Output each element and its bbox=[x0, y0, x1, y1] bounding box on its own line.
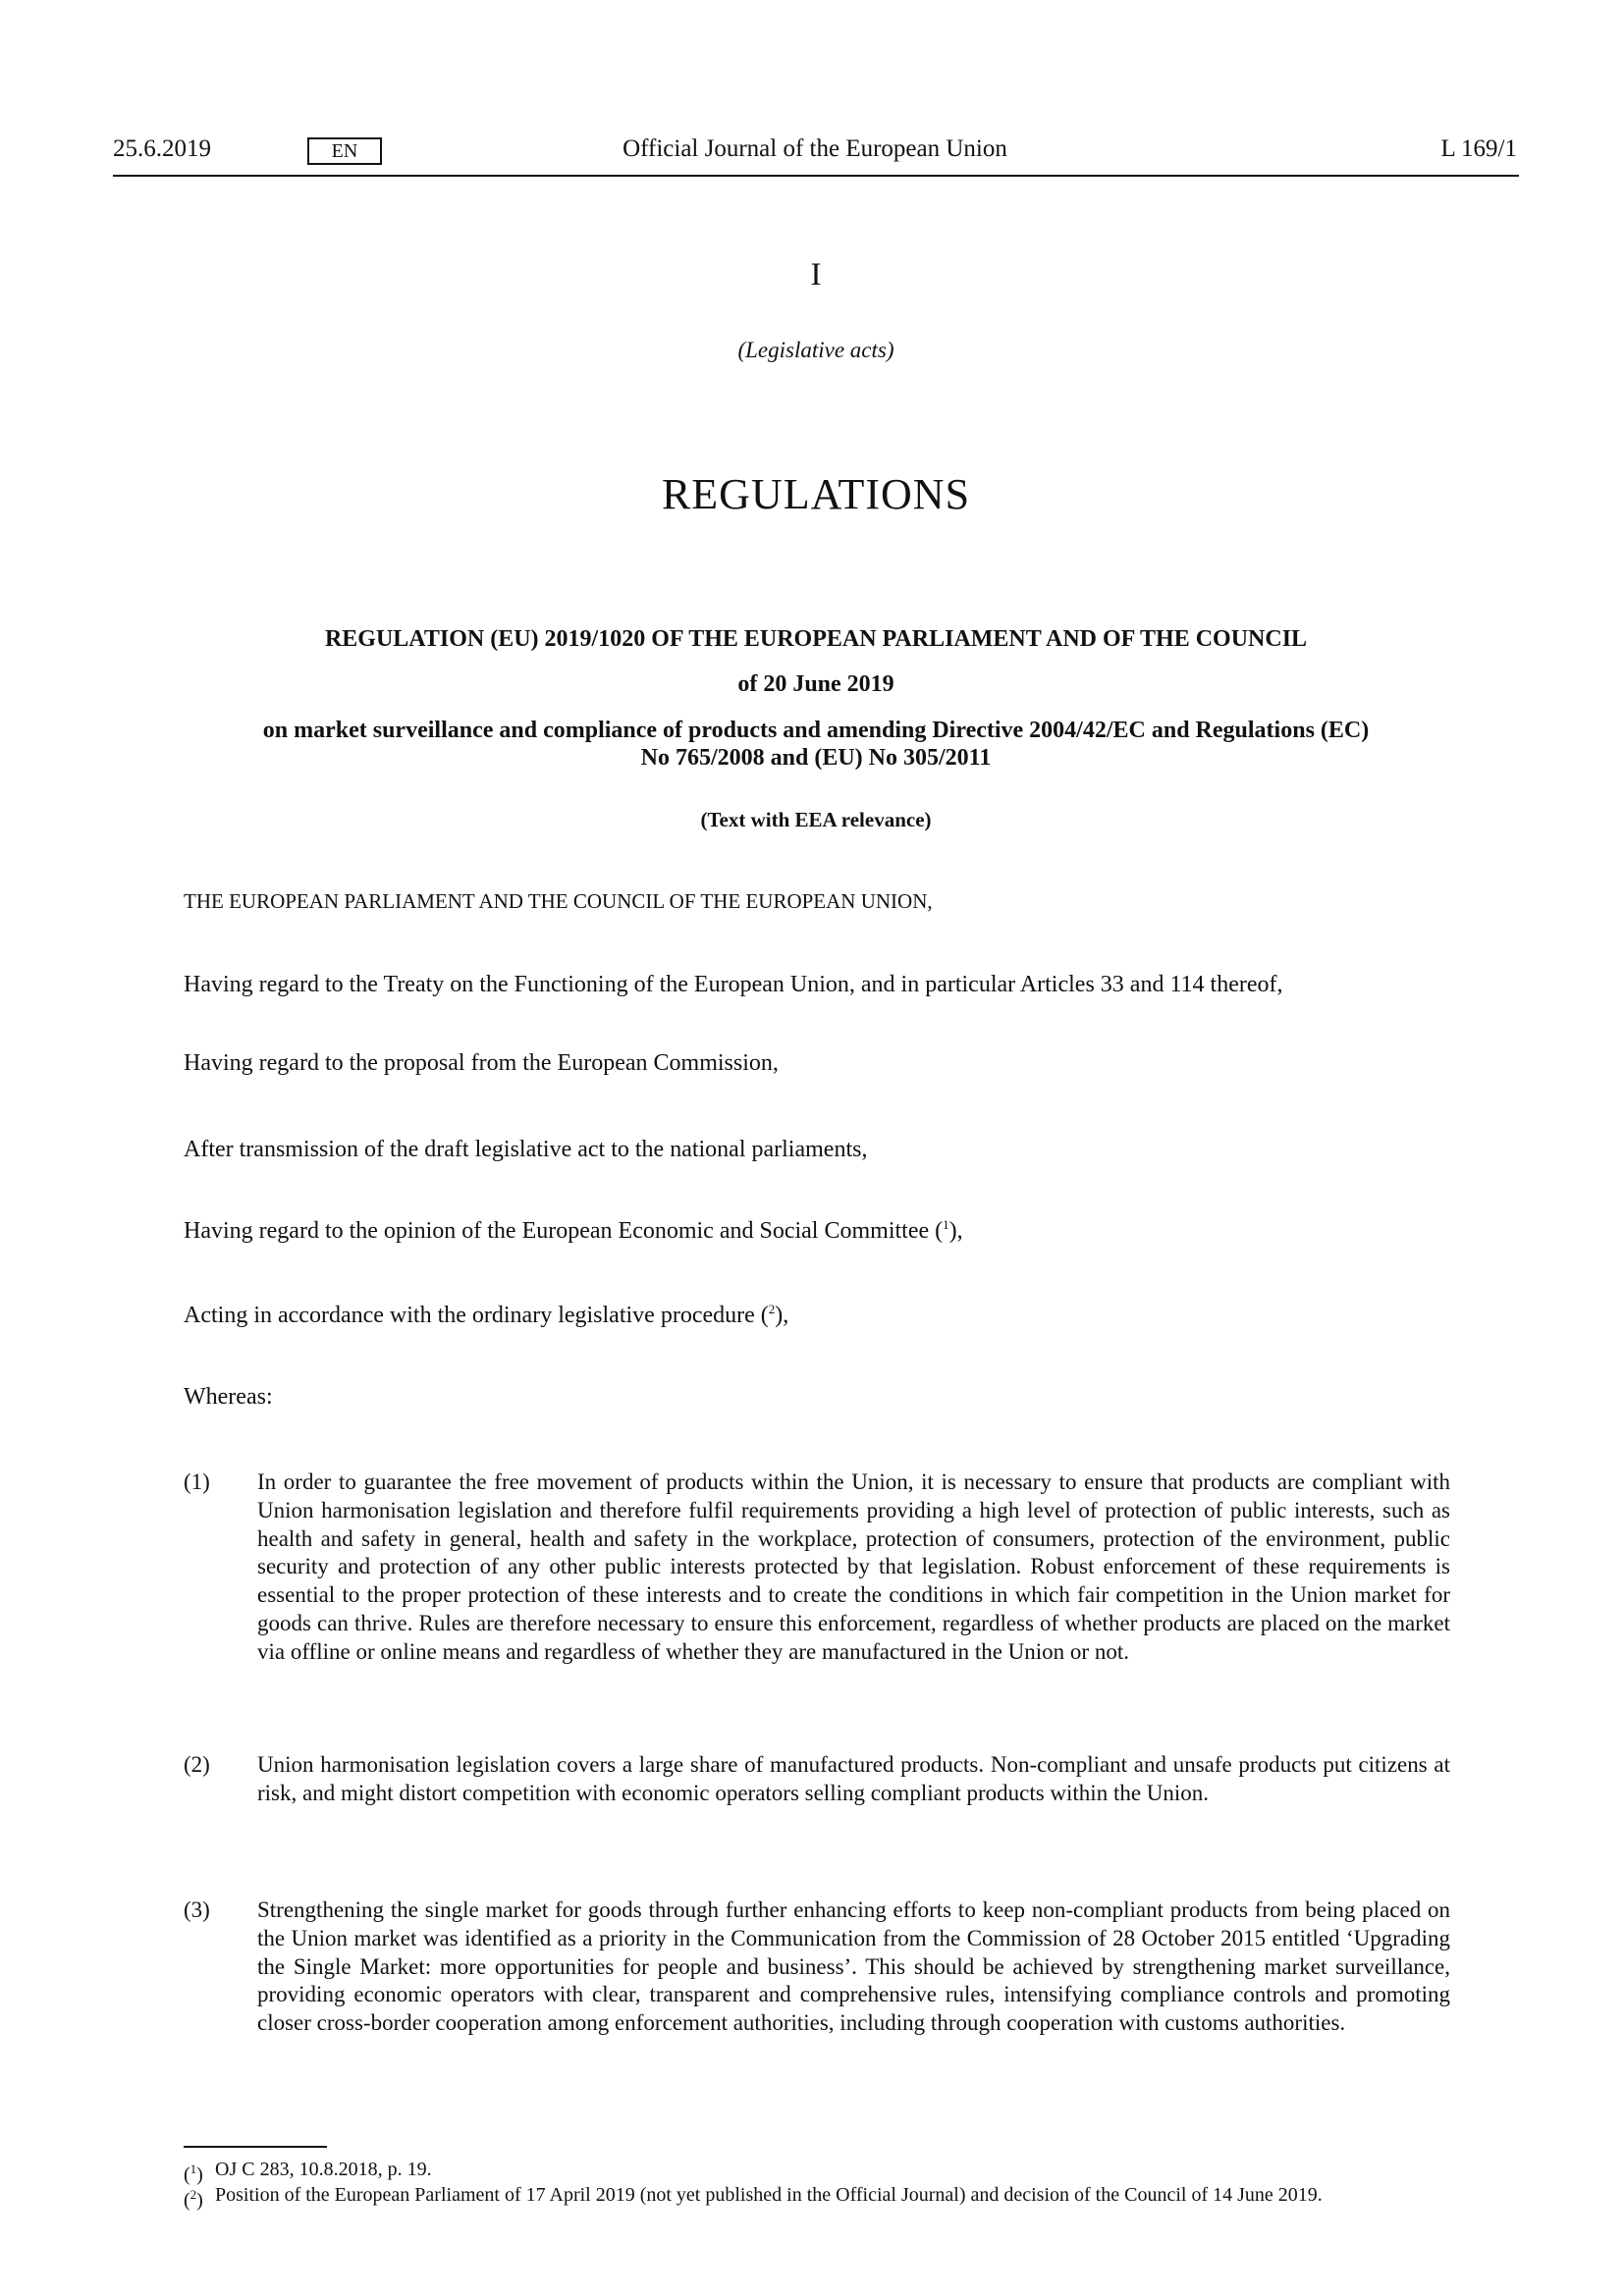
citation-end: ), bbox=[775, 1303, 789, 1328]
regulation-title: REGULATION (EU) 2019/1020 OF THE EUROPEAN PARLIAMENT AND OF THE COUNCIL bbox=[324, 626, 1308, 652]
recital-text: Union harmonisation legislation covers a large share of manufactured products. Non-compliant and unsafe products put citizens at risk, and might distort competition with economic operators selling compliant products within the Union. bbox=[257, 1752, 1450, 1805]
page-reference: L 169/1 bbox=[1440, 135, 1517, 162]
footnote-ref-link[interactable]: 2 bbox=[768, 1302, 776, 1316]
citation-text: Acting in accordance with the ordinary legislative procedure ( bbox=[184, 1303, 769, 1328]
publication-date: 25.6.2019 bbox=[113, 135, 211, 162]
recital-text: In order to guarantee the free movement of products within the Union, it is necessary to ensure that products are compliant with Union harmonisation legislation and therefore fulfil requirements providing a high level of protection of public interests, such as health and safety in general, health and safety in the workplace, protection of consumers, protection of the environment, public security and protection of any other public interests protected by that legislation. Robust enforcement of these requirements is essential to the proper protection of these interests and to create the conditions in which fair competition in the Union market for goods can thrive. Rules are therefore necessary to ensure this enforcement, regardless of whether products are placed on the market via offline or online means and regardless of whether they are manufactured in the Union or not. bbox=[257, 1469, 1450, 1664]
citation-transmission: After transmission of the draft legislative act to the national parliaments, bbox=[184, 1137, 868, 1162]
recital-number: (1) bbox=[184, 1469, 210, 1494]
language-badge: EN bbox=[307, 137, 382, 165]
footnote-rule bbox=[184, 2146, 327, 2148]
footnote-ref-link[interactable]: 1 bbox=[943, 1217, 949, 1232]
enacting-formula: THE EUROPEAN PARLIAMENT AND THE COUNCIL OF THE EUROPEAN UNION, bbox=[184, 889, 933, 913]
citation-procedure bbox=[184, 1302, 1450, 1329]
footnote-text: OJ C 283, 10.8.2018, p. 19. bbox=[215, 2159, 432, 2180]
citation-text: Having regard to the opinion of the European Economic and Social Committee ( bbox=[184, 1218, 944, 1244]
citation-treaty: Having regard to the Treaty on the Functioning of the European Union, and in particular Articles 33 and 114 thereof, bbox=[184, 972, 1283, 997]
citation-proposal: Having regard to the proposal from the European Commission, bbox=[184, 1050, 779, 1076]
whereas-label: Whereas: bbox=[184, 1384, 273, 1410]
part-subtitle: (Legislative acts) bbox=[737, 338, 894, 362]
header-rule bbox=[113, 175, 1519, 177]
regulation-subject: on market surveillance and compliance of products and amending Directive 2004/42/EC and Regulations (EC) No 765/2008 and (EU) No 305/2011 bbox=[262, 718, 1370, 771]
eea-relevance: (Text with EEA relevance) bbox=[700, 808, 932, 831]
citation-end: ), bbox=[948, 1218, 963, 1244]
footnote-text: Position of the European Parliament of 17 April 2019 (not yet published in the Official Journal) and decision of the Council of 14 June 2019. bbox=[215, 2184, 1323, 2206]
recital-text: Strengthening the single market for goods through further enhancing efforts to keep non-compliant products from being placed on the Union market was identified as a priority in the Communication from the Commission of 28 October 2015 entitled ‘Upgrading the Single Market: more opportunities for people and business’. This should be achieved by strengthening market surveillance, providing economic operators with clear, transparent and comprehensive rules, intensifying compliance controls and promoting closer cross-border cooperation among enforcement authorities, including through cooperation with customs authorities. bbox=[257, 1897, 1450, 2036]
part-number: I bbox=[810, 257, 822, 293]
regulation-date: of 20 June 2019 bbox=[737, 671, 894, 697]
journal-title: Official Journal of the European Union bbox=[623, 135, 1007, 162]
recital-number: (3) bbox=[184, 1897, 210, 1922]
section-heading: REGULATIONS bbox=[661, 470, 971, 518]
footnote-marker: ($^1$) bbox=[184, 2162, 203, 2186]
recital-number: (2) bbox=[184, 1752, 210, 1777]
journal-header bbox=[113, 135, 1517, 171]
footnote-marker: ($^2$) bbox=[184, 2187, 203, 2212]
citation-committee-opinion bbox=[184, 1217, 1450, 1245]
